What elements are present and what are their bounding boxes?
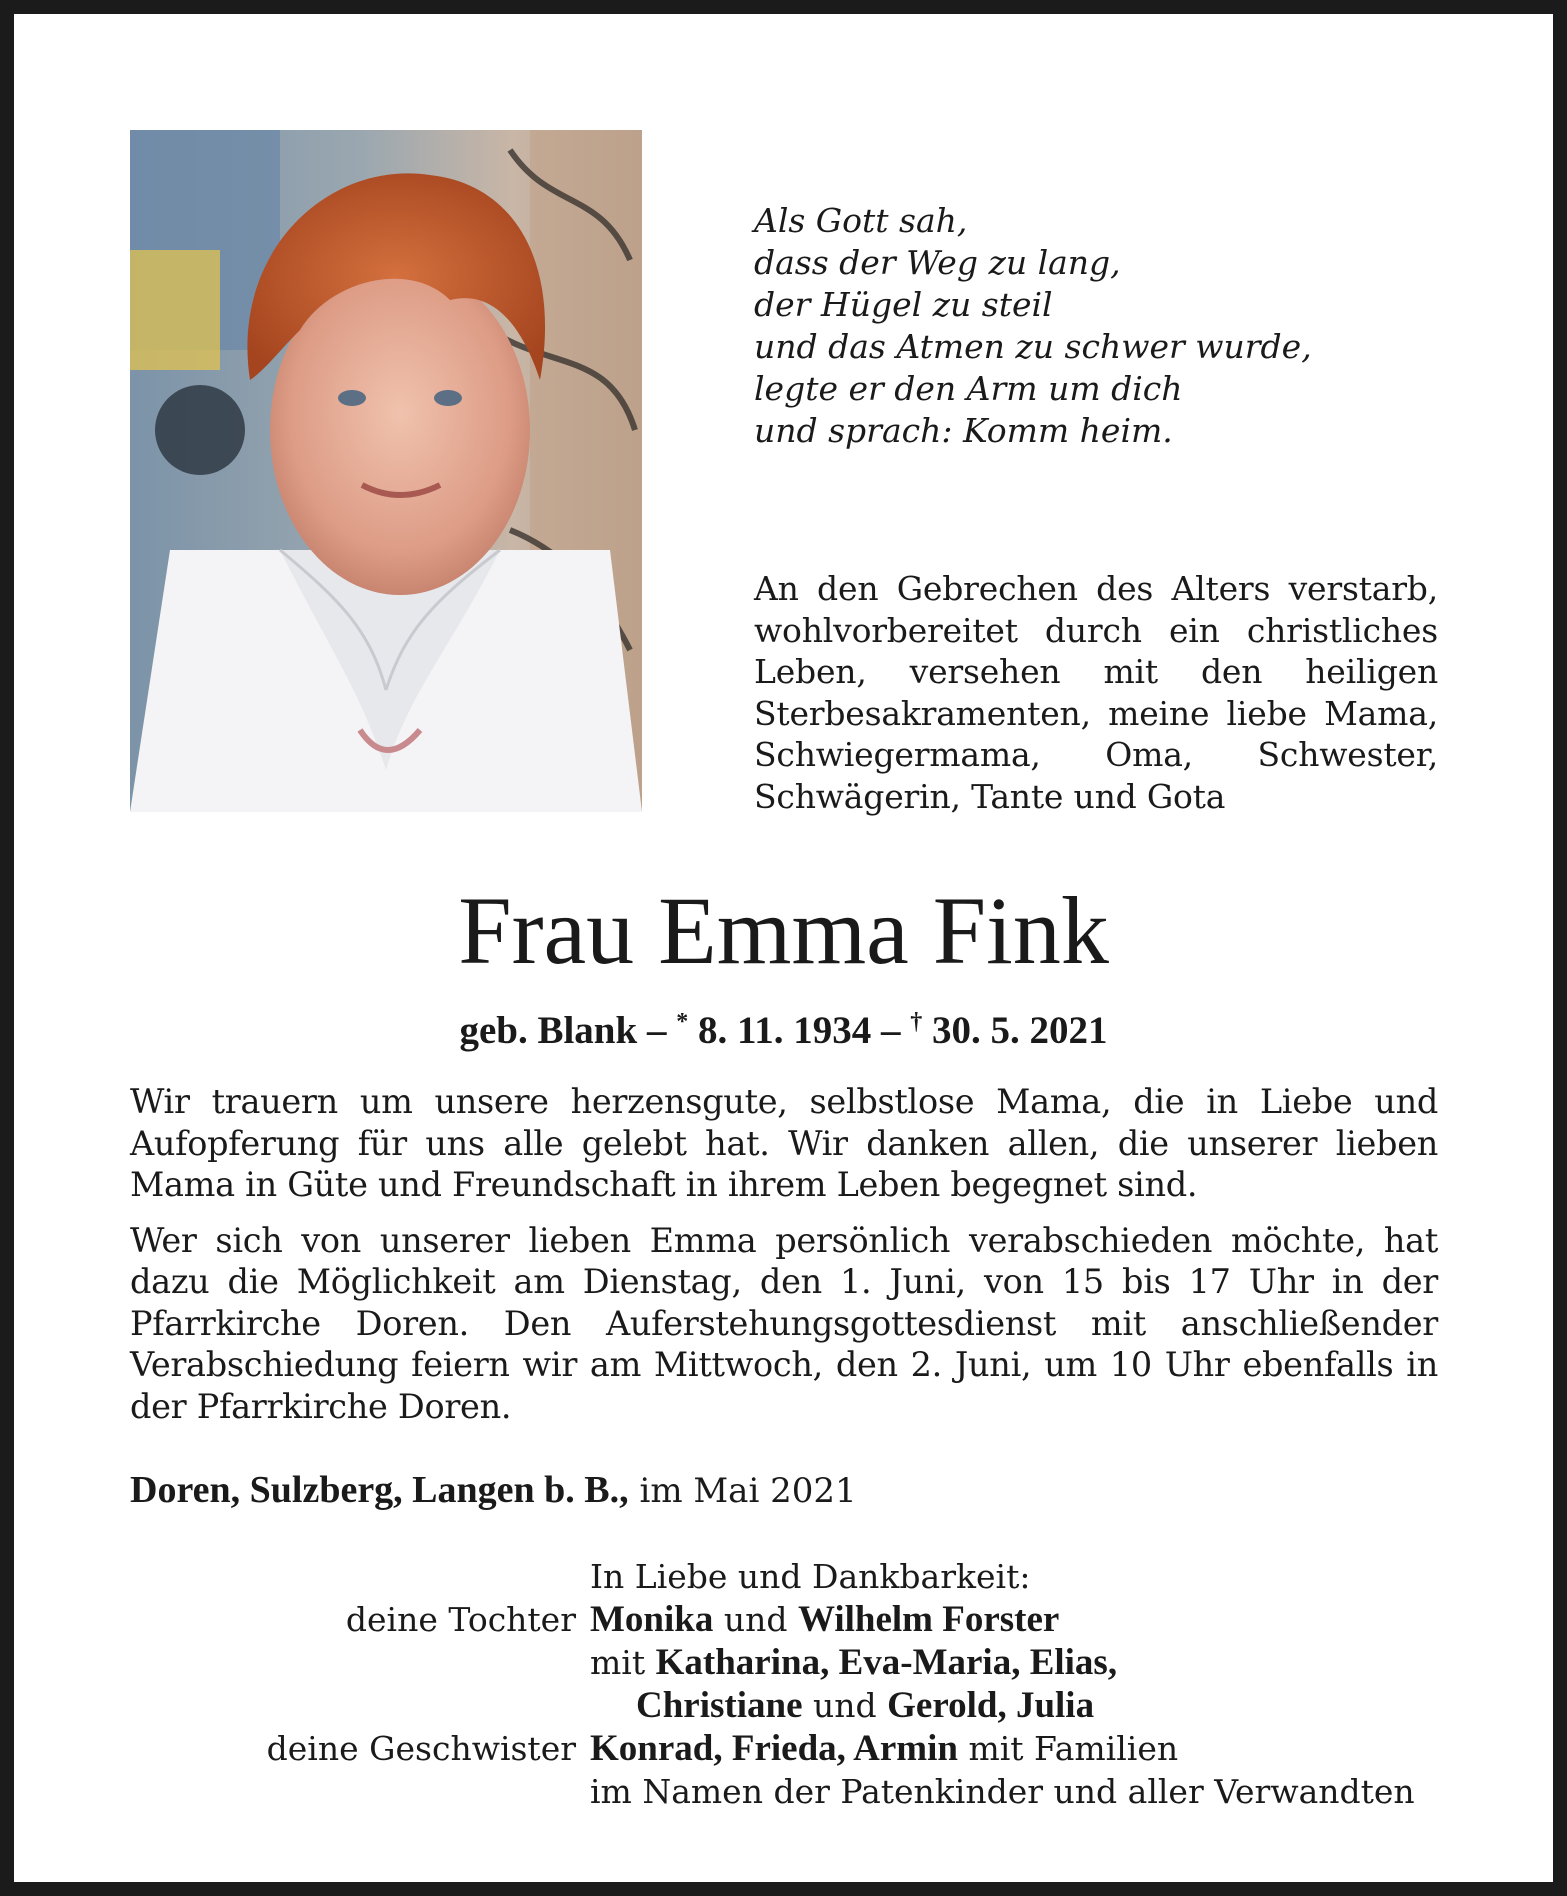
signer-row: deine Geschwister Konrad, Frieda, Armin mit Familien — [130, 1727, 1438, 1770]
signer-row: deine Tochter Monika und Wilhelm Forster — [130, 1598, 1438, 1641]
signer-row: mit Katharina, Eva-Maria, Elias, — [590, 1642, 1118, 1683]
signers-heading-row — [130, 1555, 1438, 1598]
separator: – — [637, 1009, 677, 1052]
signer-row: Christiane und Gerold, Julia — [636, 1685, 1095, 1726]
poem-line: Als Gott sah, — [754, 201, 968, 240]
signers-block — [130, 1555, 1438, 1813]
signer-label: deine Geschwister — [266, 1729, 576, 1768]
poem-line: und sprach: Komm heim. — [754, 411, 1173, 450]
signer-row — [130, 1770, 1438, 1813]
intro-text: An den Gebrechen des Alters verstarb, wohlvorbereitet durch ein christliches Leben, versehen mit den heiligen Sterbesakramenten, meine liebe Mama, Schwiegermama, Oma, Schwester, Schwägerin, Tante und Gota — [754, 569, 1438, 816]
poem — [754, 200, 1454, 452]
signer-label: deine Tochter — [345, 1600, 576, 1639]
signer-name: Christiane — [636, 1685, 803, 1726]
deceased-name: Frau Emma Fink — [458, 877, 1109, 984]
poem-line: der Hügel zu steil — [754, 285, 1053, 324]
separator: – — [871, 1009, 911, 1052]
signer-footnote: im Namen der Patenkinder und aller Verwandten — [590, 1772, 1415, 1811]
dates-line — [0, 998, 1567, 1055]
signer-name: Monika — [590, 1599, 714, 1640]
death-cross-icon: † — [910, 1009, 923, 1035]
birth-date: 8. 11. 1934 — [688, 1009, 872, 1052]
poem-line: und das Atmen zu schwer wurde, — [754, 327, 1312, 366]
portrait-photo — [130, 130, 642, 812]
birth-star-icon: * — [676, 1009, 689, 1035]
poem-line: dass der Weg zu lang, — [754, 243, 1121, 282]
portrait-image — [130, 130, 642, 812]
place-date-line — [130, 1468, 1130, 1513]
signer-name: Gerold, Julia — [887, 1685, 1095, 1726]
signer-name: Katharina, Eva-Maria, Elias, — [655, 1642, 1118, 1683]
body-paragraph: Wer sich von unserer lieben Emma persönlich verabschieden möchte, hat dazu die Möglichkeit am Dienstag, den 1. Juni, von 15 bis 17 Uhr in der Pfarrkirche Doren. Den Auferstehungsgottesdienst mit anschließender Verabschiedung feiern wir am Mittwoch, den 2. Juni, um 10 Uhr ebenfalls in der Pfarrkirche Doren. — [130, 1220, 1438, 1426]
places: Doren, Sulzberg, Langen b. B., — [130, 1469, 629, 1511]
body-paragraph: Wir trauern um unsere herzensgute, selbstlose Mama, die in Liebe und Aufopferung für uns alle gelebt hat. Wir danken allen, die unserer lieben Mama in Güte und Freundschaft in ihrem Leben begegnet sind. — [130, 1082, 1438, 1204]
body-text — [130, 1081, 1438, 1427]
signers-heading: In Liebe und Dankbarkeit: — [590, 1557, 1031, 1596]
born-name: geb. Blank — [459, 1009, 638, 1052]
signer-name: Wilhelm Forster — [797, 1599, 1060, 1640]
place-date: im Mai 2021 — [628, 1471, 857, 1511]
signer-name: Konrad, Frieda, Armin — [590, 1728, 958, 1769]
death-date: 30. 5. 2021 — [922, 1009, 1108, 1052]
poem-line: legte er den Arm um dich — [754, 369, 1183, 408]
